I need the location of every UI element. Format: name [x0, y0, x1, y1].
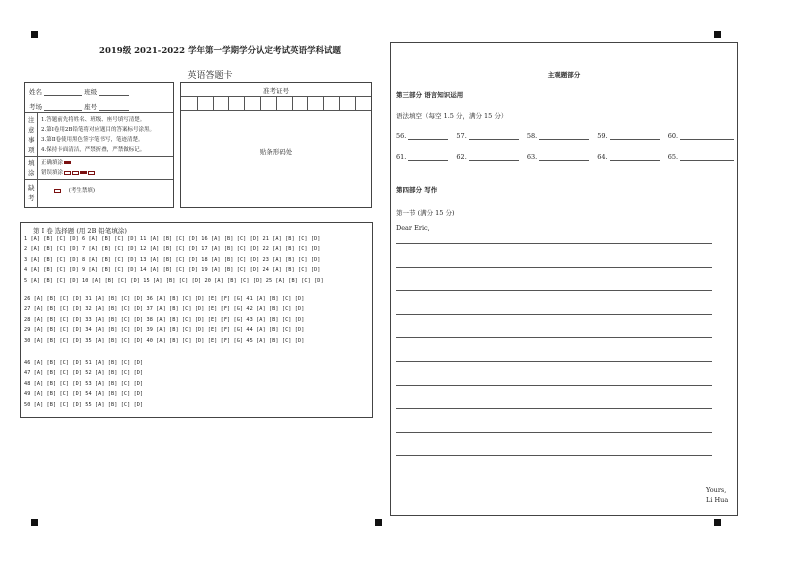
writing-line[interactable] — [396, 243, 712, 244]
choice-row[interactable]: 2 [A] [B] [C] [D] 7 [A] [B] [C] [D] 12 [A] [B] [C] [D] 17 [A] [B] [C] [D] 22 [A] [B] [C] [D] — [24, 246, 321, 253]
writing-line[interactable] — [396, 267, 712, 268]
blank-65[interactable] — [680, 160, 734, 161]
blanks-row-2: 61. 62. 63. 64. 65. — [396, 153, 736, 161]
fill-label: 填 涂 — [28, 159, 35, 177]
choice-row[interactable]: 1 [A] [B] [C] [D] 6 [A] [B] [C] [D] 11 [A] [B] [C] [D] 16 [A] [B] [C] [D] 21 [A] [B] [C] [D] — [24, 236, 321, 242]
letter-greeting: Dear Eric, — [396, 224, 430, 232]
letter-signature: Li Hua — [706, 496, 729, 504]
absent-field[interactable] — [53, 188, 95, 195]
writing-line[interactable] — [396, 432, 712, 433]
subjective-section — [390, 42, 738, 516]
choice-row[interactable]: 26 [A] [B] [C] [D] 31 [A] [B] [C] [D] 36 [A] [B] [C] [D] [E] [F] [G] 41 [A] [B] [C] [D] — [24, 296, 305, 302]
writing-line[interactable] — [396, 314, 712, 315]
registration-mark-bottom-center — [375, 519, 382, 526]
blank-64[interactable] — [610, 160, 660, 161]
exam-number-cell-divider — [213, 96, 214, 110]
name-field[interactable] — [29, 87, 129, 96]
choice-row[interactable]: 5 [A] [B] [C] [D] 10 [A] [B] [C] [D] 15 [A] [B] [C] [D] 20 [A] [B] [C] [D] 25 [A] [B] [C] [D] — [24, 277, 324, 284]
correct-fill-label: 正确填涂 — [41, 160, 64, 166]
absent-checkbox[interactable] — [54, 189, 61, 193]
exam-number-cell-divider — [307, 96, 308, 110]
subjective-title: 主观题部分 — [547, 71, 581, 79]
choice-section-title: 第 I 卷 选择题 (用 2B 铅笔填涂) — [33, 227, 127, 235]
choice-row[interactable]: 49 [A] [B] [C] [D] 54 [A] [B] [C] [D] — [24, 391, 144, 398]
choice-row[interactable]: 46 [A] [B] [C] [D] 51 [A] [B] [C] [D] — [24, 360, 144, 366]
exam-number-box — [180, 82, 372, 208]
registration-mark-bottom-left — [31, 519, 38, 526]
class-label: 班级 — [84, 88, 98, 96]
student-info-box — [24, 82, 174, 208]
exam-number-cell-divider — [355, 96, 356, 110]
choice-row[interactable]: 27 [A] [B] [C] [D] 32 [A] [B] [C] [D] 37 [A] [B] [C] [D] [E] [F] [G] 42 [A] [B] [C] [D] — [24, 306, 305, 313]
blank-56[interactable] — [408, 139, 448, 140]
registration-mark-bottom-right — [714, 519, 721, 526]
absent-note: (考生禁填) — [68, 188, 96, 194]
choice-row[interactable]: 28 [A] [B] [C] [D] 33 [A] [B] [C] [D] 38 [A] [B] [C] [D] [E] [F] [G] 43 [A] [B] [C] [D] — [24, 316, 305, 323]
exam-number-cell-divider — [197, 96, 198, 110]
correct-fill-swatch — [64, 161, 71, 164]
choice-row[interactable]: 4 [A] [B] [C] [D] 9 [A] [B] [C] [D] 14 [A] [B] [C] [D] 19 [A] [B] [C] [D] 24 [A] [B] [C] [D] — [24, 267, 321, 274]
writing-line[interactable] — [396, 361, 712, 362]
choice-row[interactable]: 29 [A] [B] [C] [D] 34 [A] [B] [C] [D] 39 [A] [B] [C] [D] [E] [F] [G] 44 [A] [B] [C] [D] — [24, 327, 305, 334]
choice-row[interactable]: 47 [A] [B] [C] [D] 52 [A] [B] [C] [D] — [24, 370, 144, 377]
exam-number-cell-divider — [339, 96, 340, 110]
blank-63[interactable] — [539, 160, 589, 161]
room-field[interactable] — [29, 102, 129, 111]
part3-title: 第三部分 语言知识运用 — [396, 91, 464, 99]
exam-number-cell-divider — [228, 96, 229, 110]
notice-label: 注 意 事 项 — [28, 116, 35, 154]
registration-mark-top-left — [31, 31, 38, 38]
wrong-fill-label: 错误填涂 — [41, 170, 64, 176]
exam-number-label: 准考证号 — [263, 87, 289, 95]
exam-room-label: 考场 — [29, 103, 42, 111]
answer-sheet-title: 英语答题卡 — [187, 71, 233, 81]
choice-row[interactable]: 50 [A] [B] [C] [D] 55 [A] [B] [C] [D] — [24, 401, 144, 408]
barcode-area-label: 贴条形码处 — [259, 148, 293, 156]
seat-label: 座号 — [84, 103, 98, 111]
blank-59[interactable] — [610, 139, 660, 140]
choice-row[interactable]: 30 [A] [B] [C] [D] 35 [A] [B] [C] [D] 40 [A] [B] [C] [D] [E] [F] [G] 45 [A] [B] [C] [D] — [24, 337, 305, 344]
choice-row[interactable]: 48 [A] [B] [C] [D] 53 [A] [B] [C] [D] — [24, 380, 144, 387]
page-title: 2019级 2021-2022 学年第一学期学分认定考试英语学科试题 — [99, 46, 341, 56]
blank-62[interactable] — [469, 160, 519, 161]
absent-label: 缺 考 — [28, 184, 35, 202]
writing-line[interactable] — [396, 385, 712, 386]
exam-number-cell-divider — [244, 96, 245, 110]
choice-section — [20, 222, 373, 418]
part4-title: 第四部分 写作 — [396, 186, 438, 194]
writing-line[interactable] — [396, 337, 712, 338]
blank-57[interactable] — [469, 139, 519, 140]
blank-60[interactable] — [680, 139, 734, 140]
fill-examples — [41, 158, 95, 178]
choice-row[interactable]: 3 [A] [B] [C] [D] 8 [A] [B] [C] [D] 13 [A] [B] [C] [D] 18 [A] [B] [C] [D] 23 [A] [B] [C] [D] — [24, 256, 321, 263]
writing-line[interactable] — [396, 455, 712, 456]
letter-closing: Yours, — [706, 486, 727, 494]
registration-mark-top-right — [714, 31, 721, 38]
name-label: 姓名 — [29, 88, 42, 96]
blanks-row-1: 56. 57. 58. 59. 60. — [396, 132, 736, 140]
exam-number-cell-divider — [260, 96, 261, 110]
writing-line[interactable] — [396, 290, 712, 291]
exam-number-cell-divider — [292, 96, 293, 110]
writing-section-title: 第一节 (满分 15 分) — [396, 209, 455, 217]
exam-number-cell-divider — [323, 96, 324, 110]
blank-58[interactable] — [539, 139, 589, 140]
writing-line[interactable] — [396, 408, 712, 409]
notice-list: 1.答题前先将姓名、班级、座号填写清楚。 2.第Ⅰ卷用2B铅笔将对应题目的答案标号涂黑。 3.第Ⅱ卷使用黑色签字笔书写，笔迹清楚。 4.保持卡面清洁，严禁折叠，严禁做标记。 — [41, 117, 155, 153]
grammar-title: 语法填空（每空 1.5 分，满分 15 分） — [396, 112, 508, 120]
exam-number-cell-divider — [276, 96, 277, 110]
blank-61[interactable] — [408, 160, 448, 161]
